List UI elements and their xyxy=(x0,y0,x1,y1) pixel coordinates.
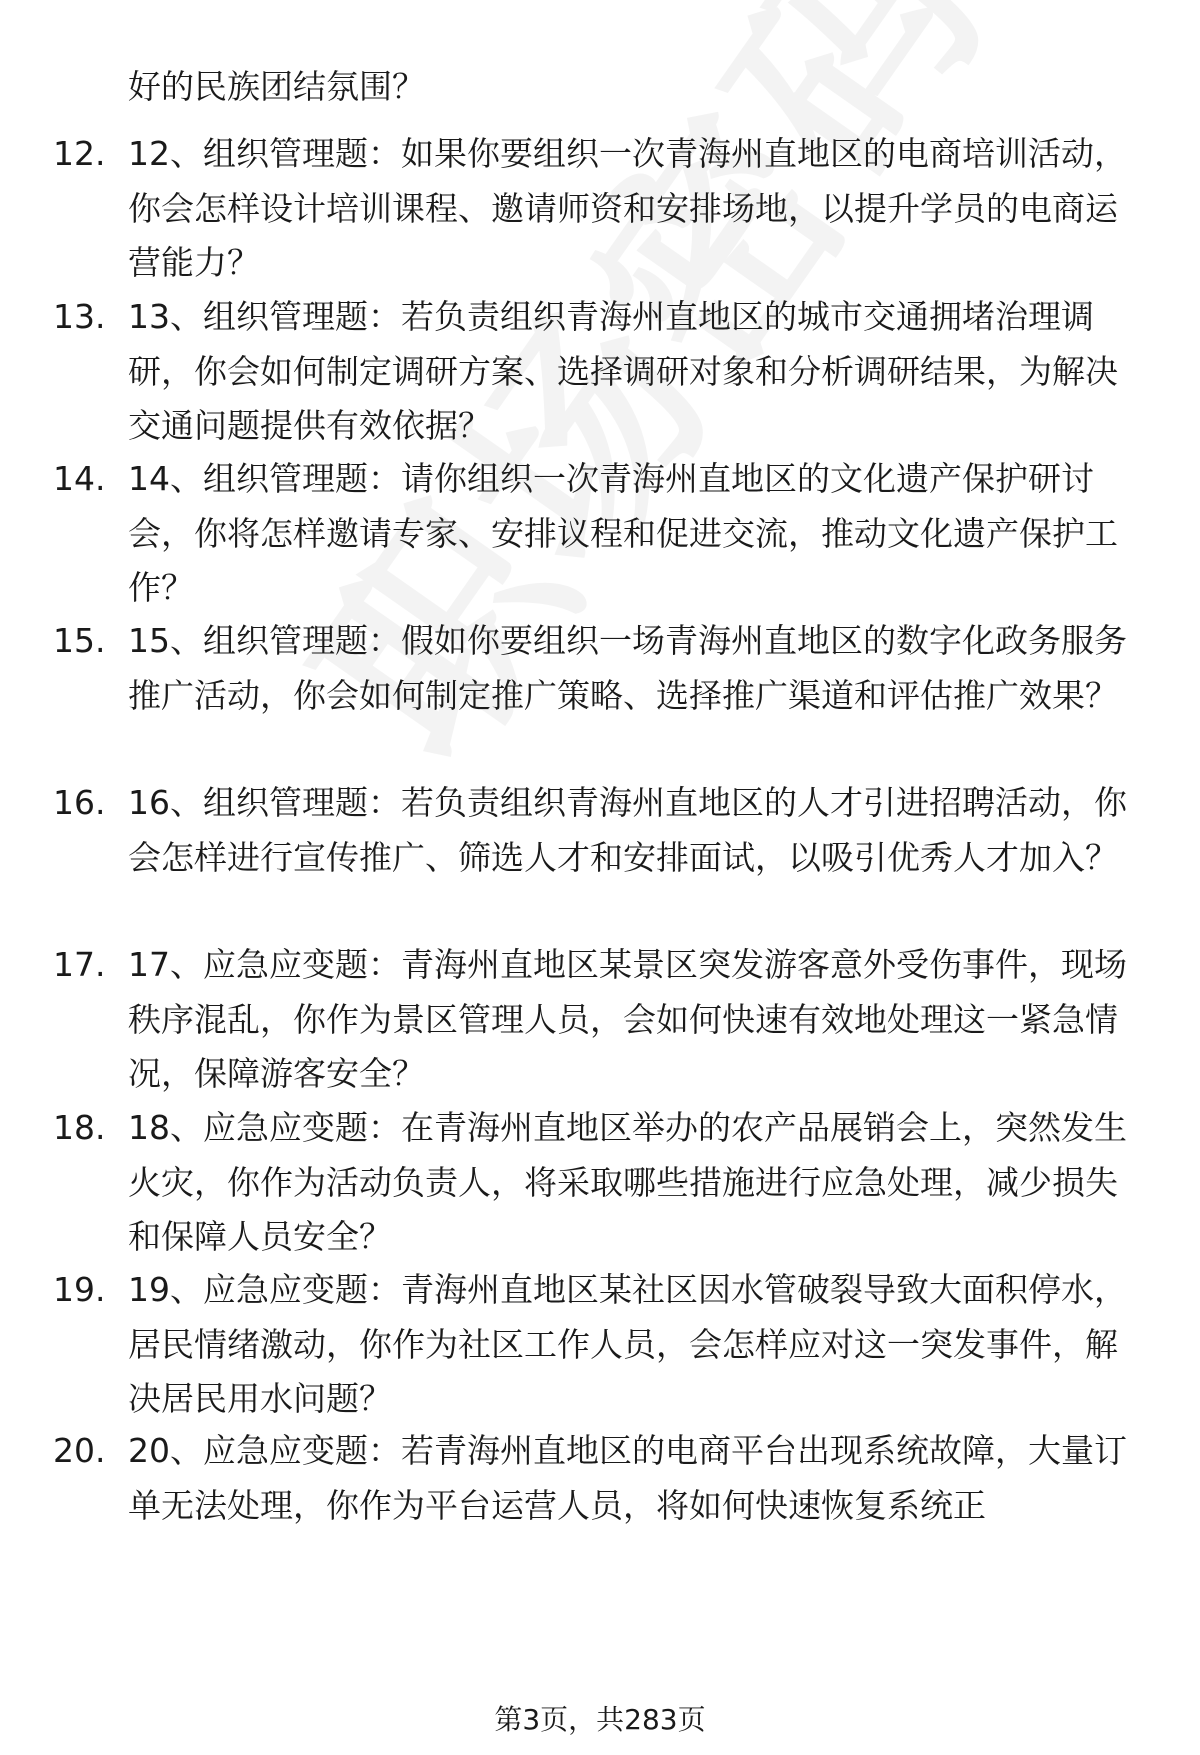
item-number: 13. xyxy=(53,297,106,336)
item-number: 14. xyxy=(53,459,106,498)
item-text: 14、组织管理题：请你组织一次青海州直地区的文化遗产保护研讨会，你将怎样邀请专家、安排议程和促进交流，推动文化遗产保护工作？ xyxy=(128,459,1118,607)
item-number: 16. xyxy=(53,783,106,822)
item-text: 15、组织管理题：假如你要组织一场青海州直地区的数字化政务服务推广活动，你会如何制定推广策略、选择推广渠道和评估推广效果？ xyxy=(128,621,1127,715)
item-number: 12. xyxy=(53,134,106,173)
item-text: 13、组织管理题：若负责组织青海州直地区的城市交通拥堵治理调研，你会如何制定调研方案、选择调研对象和分析调研结果，为解决交通问题提供有效依据？ xyxy=(128,297,1118,445)
page-footer: 第3页，共283页 xyxy=(494,1703,706,1736)
item-text: 12、组织管理题：如果你要组织一次青海州直地区的电商培训活动，你会怎样设计培训课程、邀请师资和安排场地，以提升学员的电商运营能力？ xyxy=(128,134,1127,282)
item-number: 18. xyxy=(53,1108,106,1147)
item-number: 20. xyxy=(53,1431,106,1470)
item-text: 20、应急应变题：若青海州直地区的电商平台出现系统故障，大量订单无法处理，你作为平台运营人员，将如何快速恢复系统正 xyxy=(128,1431,1127,1525)
item-number: 17. xyxy=(53,945,106,984)
item-number: 19. xyxy=(53,1270,106,1309)
item-text: 19、应急应变题：青海州直地区某社区因水管破裂导致大面积停水，居民情绪激动，你作为社区工作人员，会怎样应对这一突发事件，解决居民用水问题？ xyxy=(128,1270,1127,1418)
item-text: 18、应急应变题：在青海州直地区举办的农产品展销会上，突然发生火灾，你作为活动负责人，将采取哪些措施进行应急处理，减少损失和保障人员安全？ xyxy=(128,1108,1127,1256)
item-text: 16、组织管理题：若负责组织青海州直地区的人才引进招聘活动，你会怎样进行宣传推广、筛选人才和安排面试，以吸引优秀人才加入？ xyxy=(128,783,1127,877)
continuation-text: 好的民族团结氛围？ xyxy=(128,67,425,106)
item-number: 15. xyxy=(53,621,106,660)
item-text: 17、应急应变题：青海州直地区某景区突发游客意外受伤事件，现场秩序混乱，你作为景区管理人员，会如何快速有效地处理这一紧急情况，保障游客安全？ xyxy=(128,945,1127,1093)
